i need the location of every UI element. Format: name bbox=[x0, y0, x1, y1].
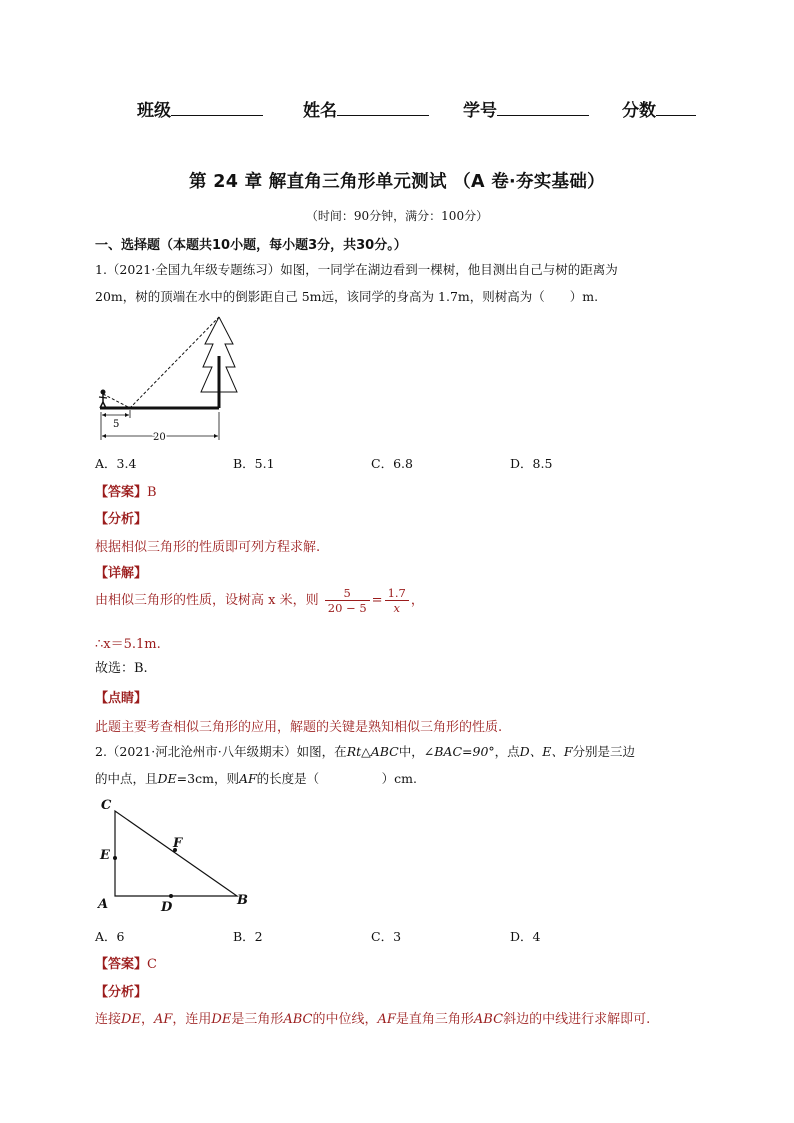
point-f-label: F bbox=[173, 836, 183, 851]
name-blank[interactable] bbox=[337, 97, 429, 116]
q2-triangle-name: Rt△ABC bbox=[346, 744, 399, 759]
q2-answer-value: C bbox=[147, 957, 157, 972]
q2-analysis-a: 连接 bbox=[95, 1012, 122, 1027]
q1-analysis-tag: 【分析】 bbox=[95, 512, 148, 527]
q1-choose: 故选：B. bbox=[95, 661, 148, 676]
vertex-c-label: C bbox=[101, 798, 112, 813]
id-label: 学号 bbox=[463, 101, 497, 121]
q1-fraction-right-denominator: x bbox=[393, 601, 400, 615]
name-field[interactable] bbox=[303, 96, 429, 121]
vertex-b-label: B bbox=[237, 893, 248, 908]
q2-answer bbox=[95, 953, 157, 972]
q1-fraction-left-denominator: 20 − 5 bbox=[327, 601, 367, 615]
section-title: 一、选择题（本题共10小题，每小题3分，共30分。） bbox=[95, 238, 407, 253]
q1-answer-tag: 【答案】 bbox=[95, 485, 148, 500]
q2-line1-b: 中， bbox=[398, 744, 424, 759]
q2-line2-a: 的中点，且 bbox=[95, 771, 158, 786]
q2-analysis-tag: 【分析】 bbox=[95, 985, 148, 1000]
student-info-header bbox=[0, 96, 794, 126]
point-e-label: E bbox=[100, 848, 110, 863]
q1-answer bbox=[95, 481, 157, 500]
q2-answer-tag: 【答案】 bbox=[95, 957, 148, 972]
score-blank[interactable] bbox=[656, 97, 696, 116]
q2-analysis-b: ， bbox=[140, 1012, 154, 1027]
q2-analysis-af2: AF bbox=[377, 1012, 396, 1027]
q1-therefore: ∴x＝5.1m. bbox=[95, 637, 161, 652]
q2-analysis-abc: ABC bbox=[283, 1012, 313, 1027]
q1-fraction-equals: = bbox=[371, 593, 383, 608]
q2-option-d[interactable]: D．4 bbox=[510, 929, 541, 944]
q1-analysis-text: 根据相似三角形的性质即可列方程求解. bbox=[95, 540, 321, 555]
q1-option-c[interactable]: C．6.8 bbox=[371, 456, 413, 471]
dimension-20-label: 20 bbox=[153, 432, 166, 443]
question-1-text bbox=[95, 256, 705, 310]
dimension-5-label: 5 bbox=[113, 419, 120, 430]
q1-option-a[interactable]: A．3.4 bbox=[95, 456, 137, 471]
q2-line1-a: 2.（2021·河北沧州市·八年级期末）如图，在 bbox=[95, 744, 347, 759]
q2-analysis-d: 是三角形 bbox=[231, 1012, 284, 1027]
q2-line2-c: 的长度是（ ）cm. bbox=[256, 771, 417, 786]
q2-analysis-g: 斜边的中线进行求解即可. bbox=[503, 1012, 651, 1027]
question-1-line-1: 1.（2021·全国九年级专题练习）如图，一同学在湖边看到一棵树，他目测出自己与树的距离为 bbox=[95, 262, 618, 277]
score-field[interactable] bbox=[622, 96, 696, 121]
class-label: 班级 bbox=[137, 101, 171, 121]
q2-line1-c: ，点 bbox=[494, 744, 520, 759]
page-subtitle: （时间：90分钟，满分：100分） bbox=[305, 209, 489, 223]
q1-detail-tag: 【详解】 bbox=[95, 566, 148, 581]
class-blank[interactable] bbox=[171, 97, 263, 116]
q1-detail-prefix: 由相似三角形的性质，设树高 x 米，则 bbox=[95, 593, 319, 608]
q2-segment-af: AF bbox=[238, 771, 257, 786]
vertex-a-label: A bbox=[98, 897, 109, 912]
q2-angle: ∠BAC=90° bbox=[423, 744, 495, 759]
question-1-line-2: 20m，树的顶端在水中的倒影距自己 5m远，该同学的身高为 1.7m，则树高为（ ）m. bbox=[95, 289, 599, 304]
q2-option-a[interactable]: A．6 bbox=[95, 929, 125, 944]
score-label: 分数 bbox=[622, 101, 656, 121]
q2-analysis-de: DE bbox=[121, 1012, 141, 1027]
q2-analysis-c: ，连用 bbox=[172, 1012, 212, 1027]
point-d-label: D bbox=[161, 900, 173, 915]
q2-analysis-text bbox=[95, 1008, 650, 1027]
q2-line1-d: 分别是三边 bbox=[572, 744, 636, 759]
person-icon bbox=[99, 390, 107, 409]
q2-analysis-de2: DE bbox=[211, 1012, 232, 1027]
q1-option-b[interactable]: B．5.1 bbox=[233, 456, 275, 471]
q1-option-d[interactable]: D．8.5 bbox=[510, 456, 553, 471]
q2-option-c[interactable]: C．3 bbox=[371, 929, 402, 944]
q2-analysis-e: 的中位线， bbox=[312, 1012, 378, 1027]
q1-comment-text: 此题主要考查相似三角形的应用，解题的关键是熟知相似三角形的性质. bbox=[95, 720, 503, 735]
id-field[interactable] bbox=[463, 96, 589, 121]
question-2-text bbox=[95, 738, 705, 792]
question-2-line-2 bbox=[95, 765, 705, 792]
q2-points: D、E、F bbox=[519, 744, 573, 759]
q1-fraction-right-numerator: 1.7 bbox=[385, 586, 409, 601]
class-field[interactable] bbox=[137, 96, 263, 121]
q1-answer-value: B bbox=[147, 485, 157, 500]
id-blank[interactable] bbox=[497, 97, 589, 116]
q2-segment-de: DE bbox=[157, 771, 177, 786]
q2-analysis-af: AF bbox=[153, 1012, 173, 1027]
q2-analysis-abc2: ABC bbox=[473, 1012, 504, 1027]
page-title: 第 24 章 解直角三角形单元测试 （A 卷·夯实基础） bbox=[189, 172, 605, 192]
q1-detail-suffix: ， bbox=[410, 593, 424, 608]
q1-fraction-left bbox=[325, 586, 370, 615]
name-label: 姓名 bbox=[303, 101, 337, 121]
q2-line2-b: =3cm，则 bbox=[176, 771, 239, 786]
question-2-figure bbox=[95, 795, 265, 920]
q2-analysis-f: 是直角三角形 bbox=[395, 1012, 474, 1027]
q1-comment-tag: 【点睛】 bbox=[95, 691, 148, 706]
question-2-line-1 bbox=[95, 738, 705, 765]
q1-detail-line bbox=[95, 586, 424, 616]
q2-option-b[interactable]: B．2 bbox=[233, 929, 263, 944]
question-1-figure bbox=[95, 312, 255, 447]
q1-fraction-left-numerator: 5 bbox=[325, 586, 370, 601]
q1-fraction-right bbox=[385, 586, 409, 615]
